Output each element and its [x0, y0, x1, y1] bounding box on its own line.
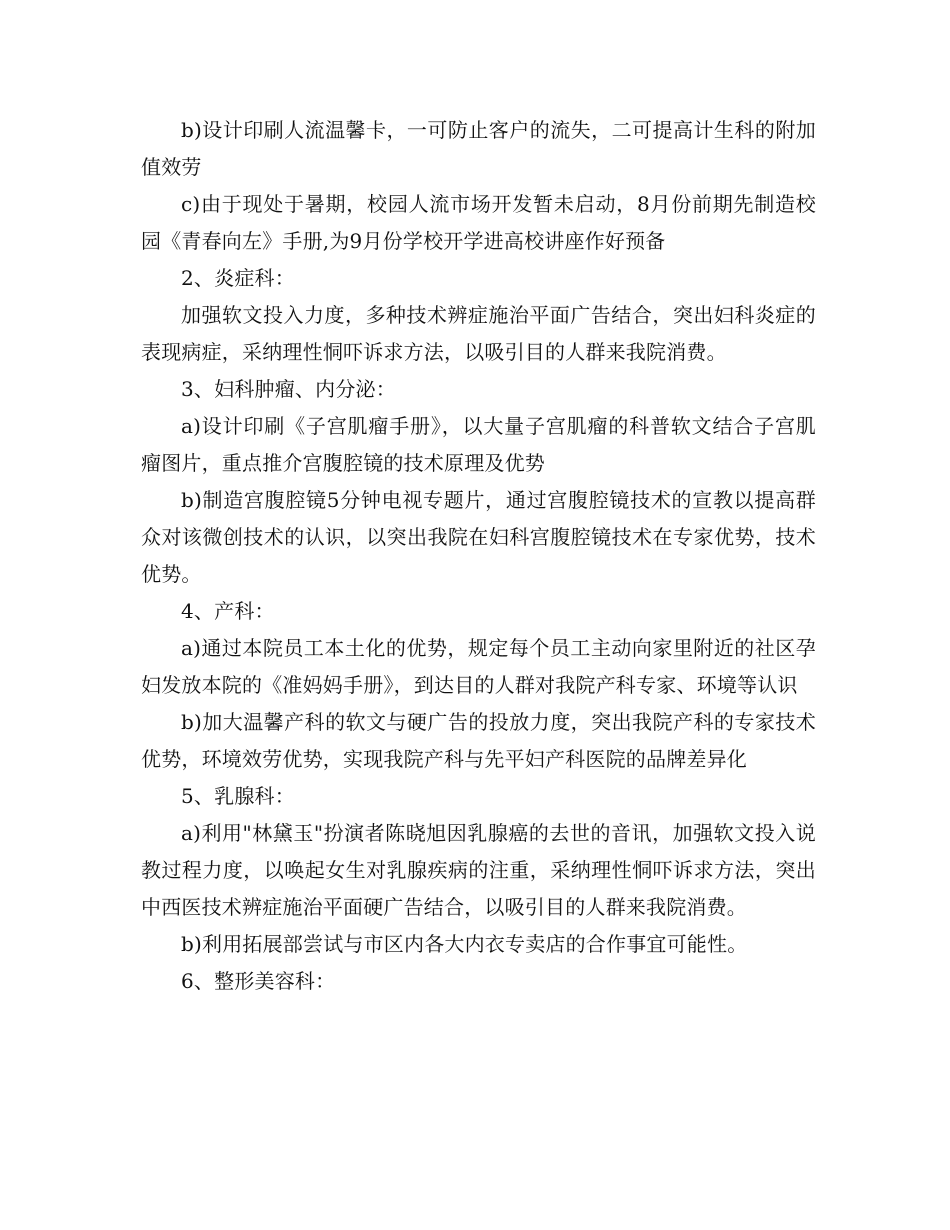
section-heading-breast: 5、乳腺科：	[181, 784, 295, 808]
section-heading-obstetrics: 4、产科：	[181, 599, 275, 623]
paragraph-tumor-b: b)制造宫腹腔镜5分钟电视专题片，通过宫腹腔镜技术的宣教以提高群众对该微创技术的认识，以突出我院在妇科宫腹腔镜技术在专家优势，技术优势。	[141, 488, 816, 586]
paragraph-obstetrics-b: b)加大温馨产科的软文与硬广告的投放力度，突出我院产科的专家技术优势，环境效劳优势，实现我院产科与先平妇产科医院的品牌差异化	[141, 710, 816, 771]
section-heading-cosmetic: 6、整形美容科：	[181, 969, 336, 993]
paragraph-breast-b: b)利用拓展部尝试与市区内各大内衣专卖店的合作事宜可能性。	[181, 932, 748, 956]
paragraph-tumor-a: a)设计印刷《子宫肌瘤手册》，以大量子宫肌瘤的科普软文结合子宫肌瘤图片，重点推介宫腹腔镜的技术原理及优势	[141, 414, 816, 475]
paragraph-obstetrics-a: a)通过本院员工本土化的优势，规定每个员工主动向家里附近的社区孕妇发放本院的《准妈妈手册》，到达目的人群对我院产科专家、环境等认识	[141, 636, 816, 697]
paragraph-inflammation: 加强软文投入力度，多种技术辨症施治平面广告结合，突出妇科炎症的表现病症，采纳理性恫吓诉求方法，以吸引目的人群来我院消费。	[141, 303, 816, 364]
section-heading-inflammation: 2、炎症科：	[181, 266, 295, 290]
document-body	[141, 112, 816, 1000]
paragraph-family-planning-b: b)设计印刷人流温馨卡，一可防止客户的流失，二可提高计生科的附加值效劳	[141, 118, 816, 179]
paragraph-breast-a: a)利用"林黛玉"扮演者陈晓旭因乳腺癌的去世的音讯，加强软文投入说教过程力度，以唤起女生对乳腺疾病的注重，采纳理性恫吓诉求方法，突出中西医技术辨症施治平面硬广告结合，以吸引目的人群来我院消费。	[141, 821, 816, 919]
section-heading-tumor-endocrine: 3、妇科肿瘤、内分泌：	[181, 377, 396, 401]
paragraph-family-planning-c: c)由于现处于暑期，校园人流市场开发暂未启动，8月份前期先制造校园《青春向左》手册,为9月份学校开学进高校讲座作好预备	[141, 192, 816, 253]
